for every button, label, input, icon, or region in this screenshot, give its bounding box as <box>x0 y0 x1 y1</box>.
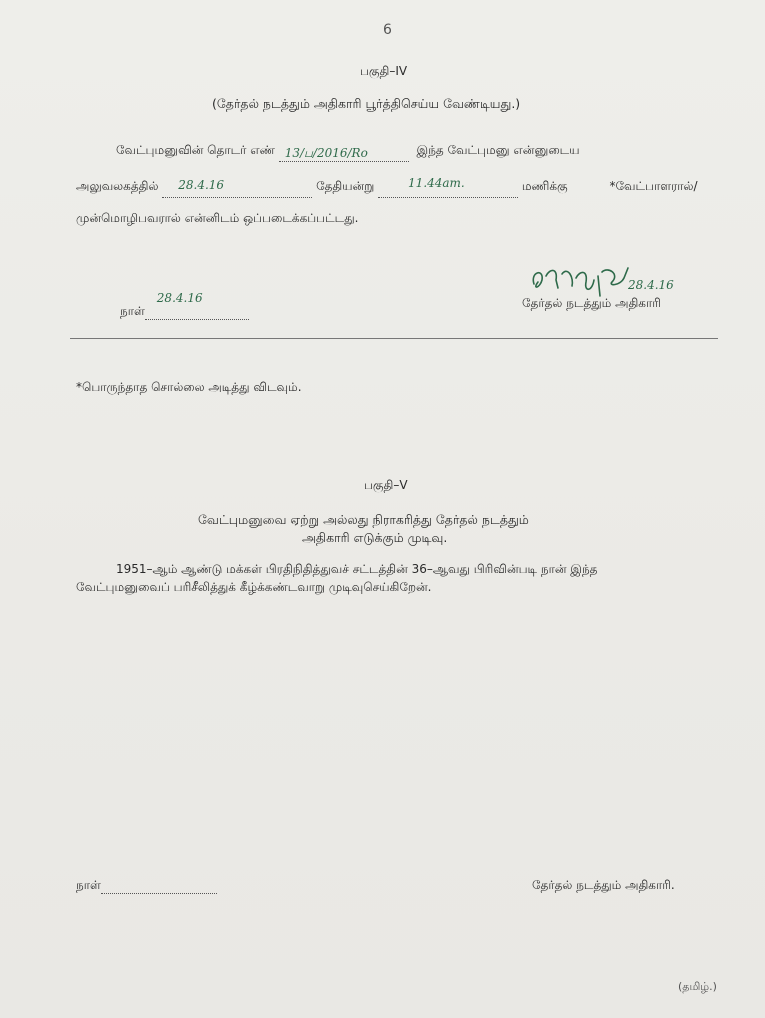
officer-label-part4: தேர்தல் நடத்தும் அதிகாரி <box>522 296 661 310</box>
part5-date-label: நாள் <box>76 878 101 892</box>
date-line <box>145 291 249 320</box>
part5-title-line1: வேட்புமனுவை ஏற்று அல்லது நிராகரித்து தேர்தல் நடத்தும் <box>198 512 529 527</box>
date-label: நாள் <box>120 304 145 318</box>
time-field <box>378 176 518 198</box>
part5-date-row <box>76 878 217 894</box>
bottom-code: (தமிழ்.) <box>678 980 717 993</box>
date-field <box>162 178 312 198</box>
divider-line <box>70 338 718 339</box>
time-handwritten: 11.44am. <box>408 176 465 190</box>
page-number: 6 <box>383 22 392 38</box>
part5-date-line <box>101 881 217 894</box>
part5-paragraph-line2: வேட்புமனுவைப் பரிசீலித்துக் கீழ்க்கண்டவாறு முடிவுசெய்கிறேன். <box>76 580 432 594</box>
date-filled-handwritten: 28.4.16 <box>156 291 203 305</box>
line2-text-a: அலுவலகத்தில் <box>76 179 159 193</box>
line2-text-b: தேதியன்று <box>316 179 375 193</box>
part4-heading: பகுதி–IV <box>360 64 408 78</box>
date-handwritten: 28.4.16 <box>178 178 225 192</box>
part4-line2 <box>76 174 698 198</box>
line1-text-b: இந்த வேட்புமனு என்னுடைய <box>416 143 580 157</box>
part5-paragraph-line1: 1951–ஆம் ஆண்டு மக்கள் பிரதிநிதித்துவச் சட்டத்தின் 36–ஆவது பிரிவின்படி நான் இந்த <box>116 562 598 576</box>
part4-line3: முன்மொழிபவரால் என்னிடம் ஒப்படைக்கப்பட்டது. <box>76 211 359 225</box>
serial-number-field <box>279 146 409 162</box>
part4-line1 <box>116 138 580 162</box>
line2-text-c: மணிக்கு <box>521 179 568 193</box>
part4-date-row <box>120 291 249 320</box>
line2-text-d: *வேட்பாளரால்/ <box>609 179 698 193</box>
serial-number-handwritten: 13/ப/2016/Ro <box>284 146 368 160</box>
signature-date-handwritten: 28.4.16 <box>628 278 674 292</box>
part5-title-line2: அதிகாரி எடுக்கும் முடிவு. <box>302 530 448 545</box>
part5-heading: பகுதி–V <box>364 478 408 492</box>
footnote: *பொருந்தாத சொல்லை அடித்து விடவும். <box>76 380 302 394</box>
part4-subtitle: (தேர்தல் நடத்தும் அதிகாரி பூர்த்திசெய்ய வேண்டியது.) <box>212 96 521 111</box>
line1-text-a: வேட்புமனுவின் தொடர் எண் <box>116 143 275 157</box>
officer-label-part5: தேர்தல் நடத்தும் அதிகாரி. <box>532 878 675 892</box>
